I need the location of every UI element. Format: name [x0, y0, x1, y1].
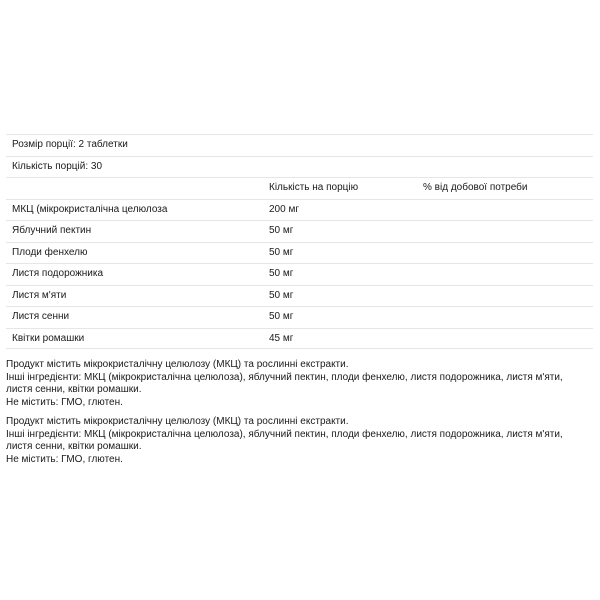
serving-size-row [6, 134, 593, 156]
ingredient-amount: 50 мг [269, 225, 294, 236]
notes-line: Інші інгредієнти: МКЦ (мікрокристалічна целюлоза), яблучний пектин, плоди фенхелю, листя подорожника, листя м'яти, [6, 371, 563, 383]
table-row [6, 285, 593, 307]
serving-size: Розмір порції: 2 таблетки [12, 139, 128, 150]
product-notes [6, 359, 591, 409]
ingredient-amount: 45 мг [269, 332, 294, 344]
servings-count: Кількість порцій: 30 [12, 160, 103, 172]
supplement-facts-table [6, 134, 593, 349]
ingredient-name: Листя сенни [12, 311, 70, 322]
table-row [6, 220, 593, 242]
header-daily-value: % від добової потреби [423, 182, 528, 193]
ingredient-amount: 50 мг [269, 289, 294, 301]
notes-line: Не містить: ГМО, глютен. [6, 453, 123, 465]
notes-line: листя сенни, квітки ромашки. [6, 384, 142, 395]
servings-count-row [6, 156, 593, 178]
notes-line: Продукт містить мікрокристалічну целюлозу (МКЦ) та рослинні екстракти. [6, 416, 349, 427]
ingredient-name: Яблучний пектин [12, 225, 92, 236]
notes-line: Інші інгредієнти: МКЦ (мікрокристалічна целюлоза), яблучний пектин, плоди фенхелю, листя подорожника, листя м'яти, [6, 428, 563, 440]
ingredient-name: Квітки ромашки [12, 332, 85, 344]
product-notes [6, 416, 591, 466]
ingredient-name: Листя м'яти [12, 289, 67, 301]
table-header-row [6, 177, 593, 199]
notes-line: Не містить: ГМО, глютен. [6, 396, 123, 408]
notes-line: Продукт містить мікрокристалічну целюлозу (МКЦ) та рослинні екстракти. [6, 359, 349, 370]
ingredient-amount: 50 мг [269, 311, 294, 322]
table-row [6, 263, 593, 285]
table-row [6, 242, 593, 264]
table-row [6, 328, 593, 350]
header-amount: Кількість на порцію [269, 182, 359, 193]
notes-line: листя сенни, квітки ромашки. [6, 441, 142, 452]
ingredient-amount: 50 мг [269, 246, 294, 258]
table-row [6, 199, 593, 221]
table-row [6, 306, 593, 328]
ingredient-name: МКЦ (мікрокристалічна целюлоза [12, 203, 168, 215]
ingredient-amount: 200 мг [269, 203, 299, 215]
ingredient-name: Плоди фенхелю [12, 246, 88, 258]
ingredient-amount: 50 мг [269, 268, 294, 279]
ingredient-name: Листя подорожника [12, 268, 104, 279]
